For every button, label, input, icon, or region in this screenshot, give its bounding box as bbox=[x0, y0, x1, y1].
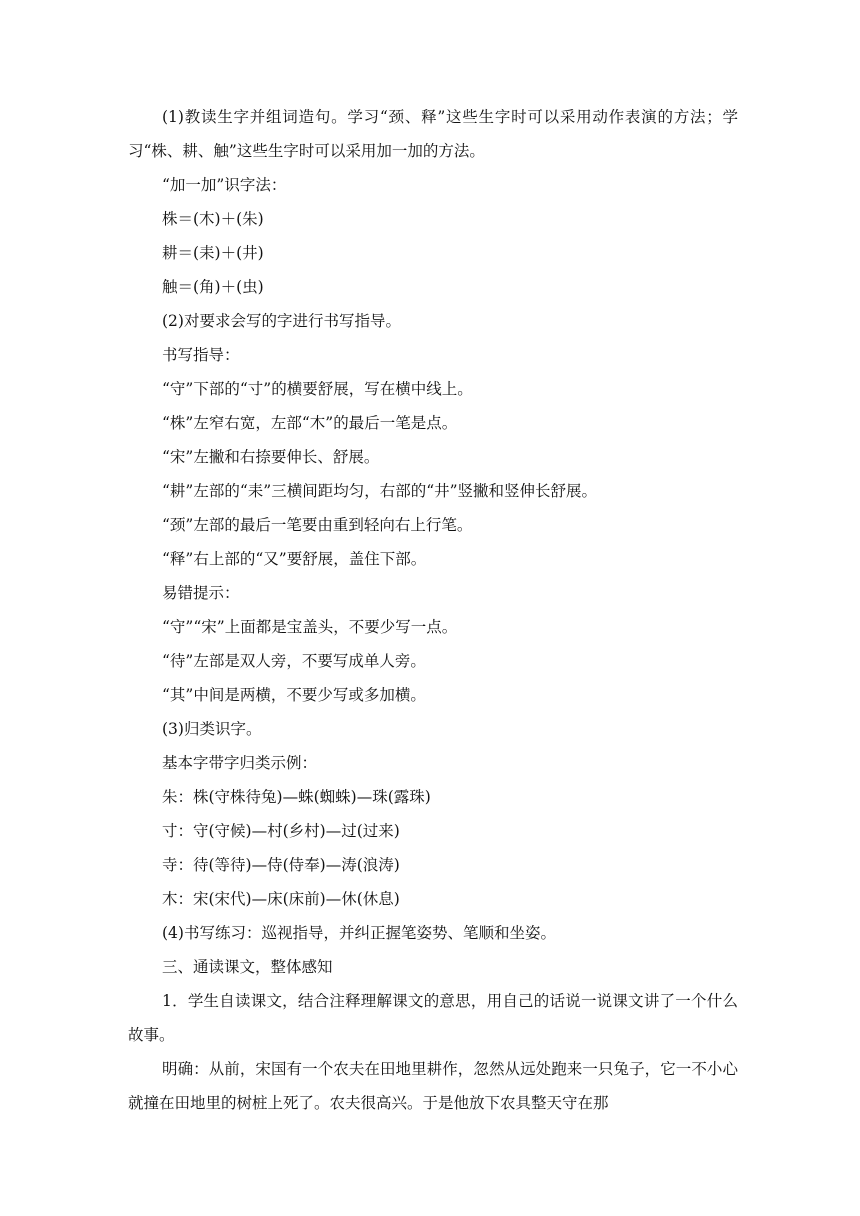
document-body bbox=[128, 100, 738, 1120]
paragraph-guidance-geng: “耕”左部的“耒”三横间距均匀，右部的“井”竖撇和竖伸长舒展。 bbox=[162, 482, 598, 500]
paragraph-writing-guidance-step: (2)对要求会写的字进行书写指导。 bbox=[162, 312, 401, 330]
paragraph-error-tips-title: 易错提示： bbox=[162, 584, 240, 602]
section-heading-read-through: 三、通读课文，整体感知 bbox=[162, 958, 333, 976]
paragraph-classify-mu: 木：宋(宋代)—床(床前)—休(休息) bbox=[162, 890, 400, 908]
paragraph-classify-step: (3)归类识字。 bbox=[162, 720, 262, 738]
paragraph-formula-chu: 触＝(角)＋(虫) bbox=[162, 278, 264, 296]
paragraph-self-reading: 1．学生自读课文，结合注释理解课文的意思，用自己的话说一说课文讲了一个什么故事。 bbox=[128, 992, 738, 1044]
paragraph-guidance-jing: “颈”左部的最后一笔要由重到轻向右上行笔。 bbox=[162, 516, 473, 534]
paragraph-classify-title: 基本字带字归类示例： bbox=[162, 754, 318, 772]
paragraph-guidance-shou: “守”下部的“寸”的横要舒展，写在横中线上。 bbox=[162, 380, 473, 398]
paragraph-classify-cun: 寸：守(守候)—村(乡村)—过(过来) bbox=[162, 822, 400, 840]
paragraph-writing-guidance-title: 书写指导： bbox=[162, 346, 240, 364]
paragraph-tip-shou-song: “守”“宋”上面都是宝盖头，不要少写一点。 bbox=[162, 618, 458, 636]
paragraph-guidance-zhu: “株”左窄右宽，左部“木”的最后一笔是点。 bbox=[162, 414, 458, 432]
paragraph-guidance-song: “宋”左撇和右捺要伸长、舒展。 bbox=[162, 448, 380, 466]
paragraph-guidance-shi: “释”右上部的“又”要舒展，盖住下部。 bbox=[162, 550, 427, 568]
paragraph-add-method-title: “加一加”识字法： bbox=[162, 176, 287, 194]
paragraph-writing-practice: (4)书写练习：巡视指导，并纠正握笔姿势、笔顺和坐姿。 bbox=[162, 924, 556, 942]
paragraph-teach-characters: (1)教读生字并组词造句。学习“颈、释”这些生字时可以采用动作表演的方法；学习“株、耕、触”这些生字时可以采用加一加的方法。 bbox=[128, 108, 738, 160]
paragraph-formula-geng: 耕＝(耒)＋(井) bbox=[162, 244, 264, 262]
paragraph-classify-si: 寺：待(等待)—侍(侍奉)—涛(浪涛) bbox=[162, 856, 400, 874]
paragraph-clarification: 明确：从前，宋国有一个农夫在田地里耕作，忽然从远处跑来一只兔子，它一不小心就撞在田地里的树桩上死了。农夫很高兴。于是他放下农具整天守在那 bbox=[128, 1060, 738, 1112]
paragraph-classify-zhu: 朱：株(守株待兔)—蛛(蜘蛛)—珠(露珠) bbox=[162, 788, 431, 806]
paragraph-formula-zhu: 株＝(木)＋(朱) bbox=[162, 210, 264, 228]
paragraph-tip-qi: “其”中间是两横，不要少写或多加横。 bbox=[162, 686, 426, 704]
paragraph-tip-dai: “待”左部是双人旁，不要写成单人旁。 bbox=[162, 652, 426, 670]
